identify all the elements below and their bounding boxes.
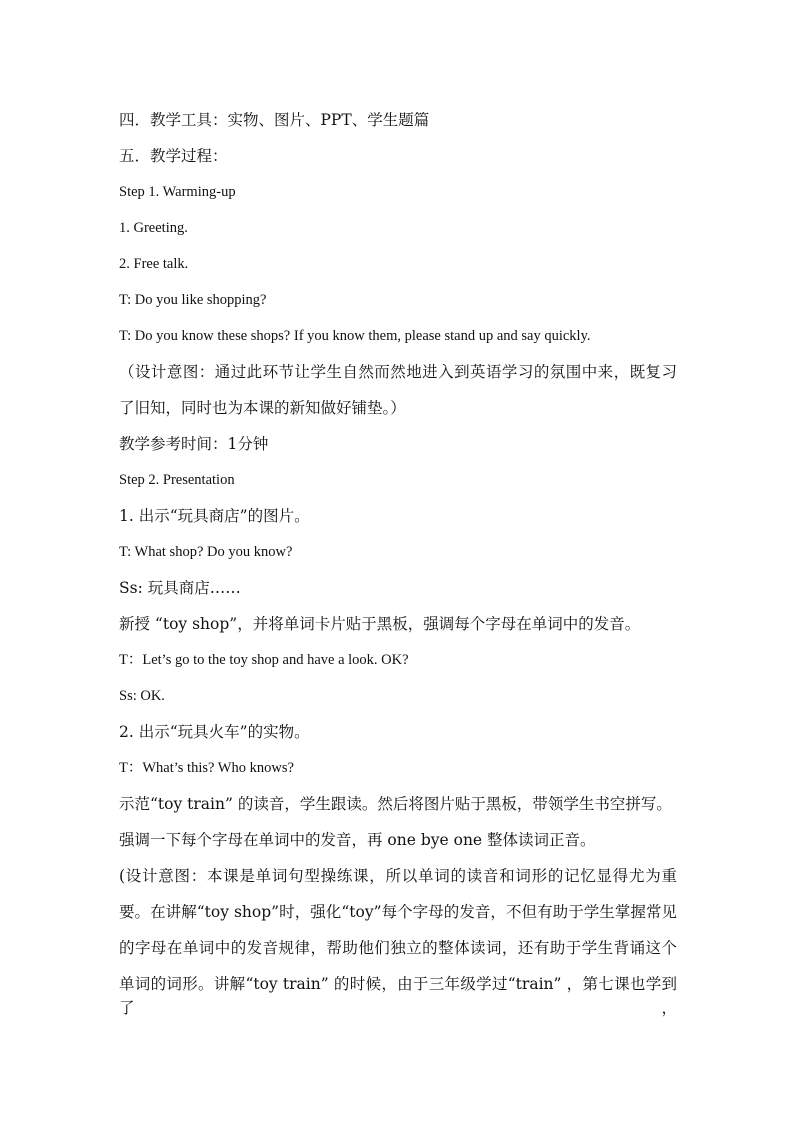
instruction-line: 2. 出示“玩具火车”的实物。 — [119, 723, 310, 741]
document-body — [119, 108, 677, 1017]
dialogue-line: T: Do you know these shops? If you know them, please stand up and say quickly. — [119, 328, 591, 344]
dialogue-line: T: Do you like shopping? — [119, 292, 267, 308]
design-intent-line: 单词的词形。讲解“toy train” 的时候，由于三年级学过“train” ，第七课也学到了， — [119, 975, 677, 1017]
free-talk-line: 2. Free talk. — [119, 256, 189, 272]
instruction-line: 1. 出示“玩具商店”的图片。 — [119, 507, 310, 525]
design-intent-line: 要。在讲解“toy shop”时，强化“toy”每个字母的发音，不但有助于学生掌握常见 — [119, 903, 677, 921]
greeting-line: 1. Greeting. — [119, 220, 188, 236]
dialogue-line: Ss: 玩具商店…… — [119, 579, 241, 597]
design-intent-line: 的字母在单词中的发音规律，帮助他们独立的整体读词，还有助于学生背诵这个 — [119, 939, 677, 957]
instruction-line: 新授 “toy shop”，并将单词卡片贴于黑板，强调每个字母在单词中的发音。 — [119, 615, 641, 633]
step-2-heading: Step 2. Presentation — [119, 472, 235, 488]
dialogue-line: T：Let’s go to the toy shop and have a look. OK? — [119, 652, 409, 668]
instruction-line: 示范“toy train” 的读音，学生跟读。然后将图片贴于黑板，带领学生书空拼写。 — [119, 795, 672, 813]
teaching-process-heading: 五．教学过程： — [119, 147, 228, 165]
reference-time-line: 教学参考时间：1分钟 — [119, 435, 269, 453]
design-intent-line: 了旧知，同时也为本课的新知做好铺垫。） — [119, 399, 406, 417]
instruction-line: 强调一下每个字母在单词中的发音，再 one bye one 整体读词正音。 — [119, 831, 596, 849]
design-intent-line: (设计意图：本课是单词句型操练课，所以单词的读音和词形的记忆显得尤为重 — [119, 867, 677, 885]
step-1-heading: Step 1. Warming-up — [119, 184, 236, 200]
dialogue-line: T：What’s this? Who knows? — [119, 760, 294, 776]
dialogue-line: T: What shop? Do you know? — [119, 544, 293, 560]
teaching-tools-line: 四．教学工具：实物、图片、PPT、学生题篇 — [119, 111, 430, 129]
design-intent-line: （设计意图：通过此环节让学生自然而然地进入到英语学习的氛围中来，既复习 — [119, 363, 677, 381]
dialogue-line: Ss: OK. — [119, 688, 165, 704]
